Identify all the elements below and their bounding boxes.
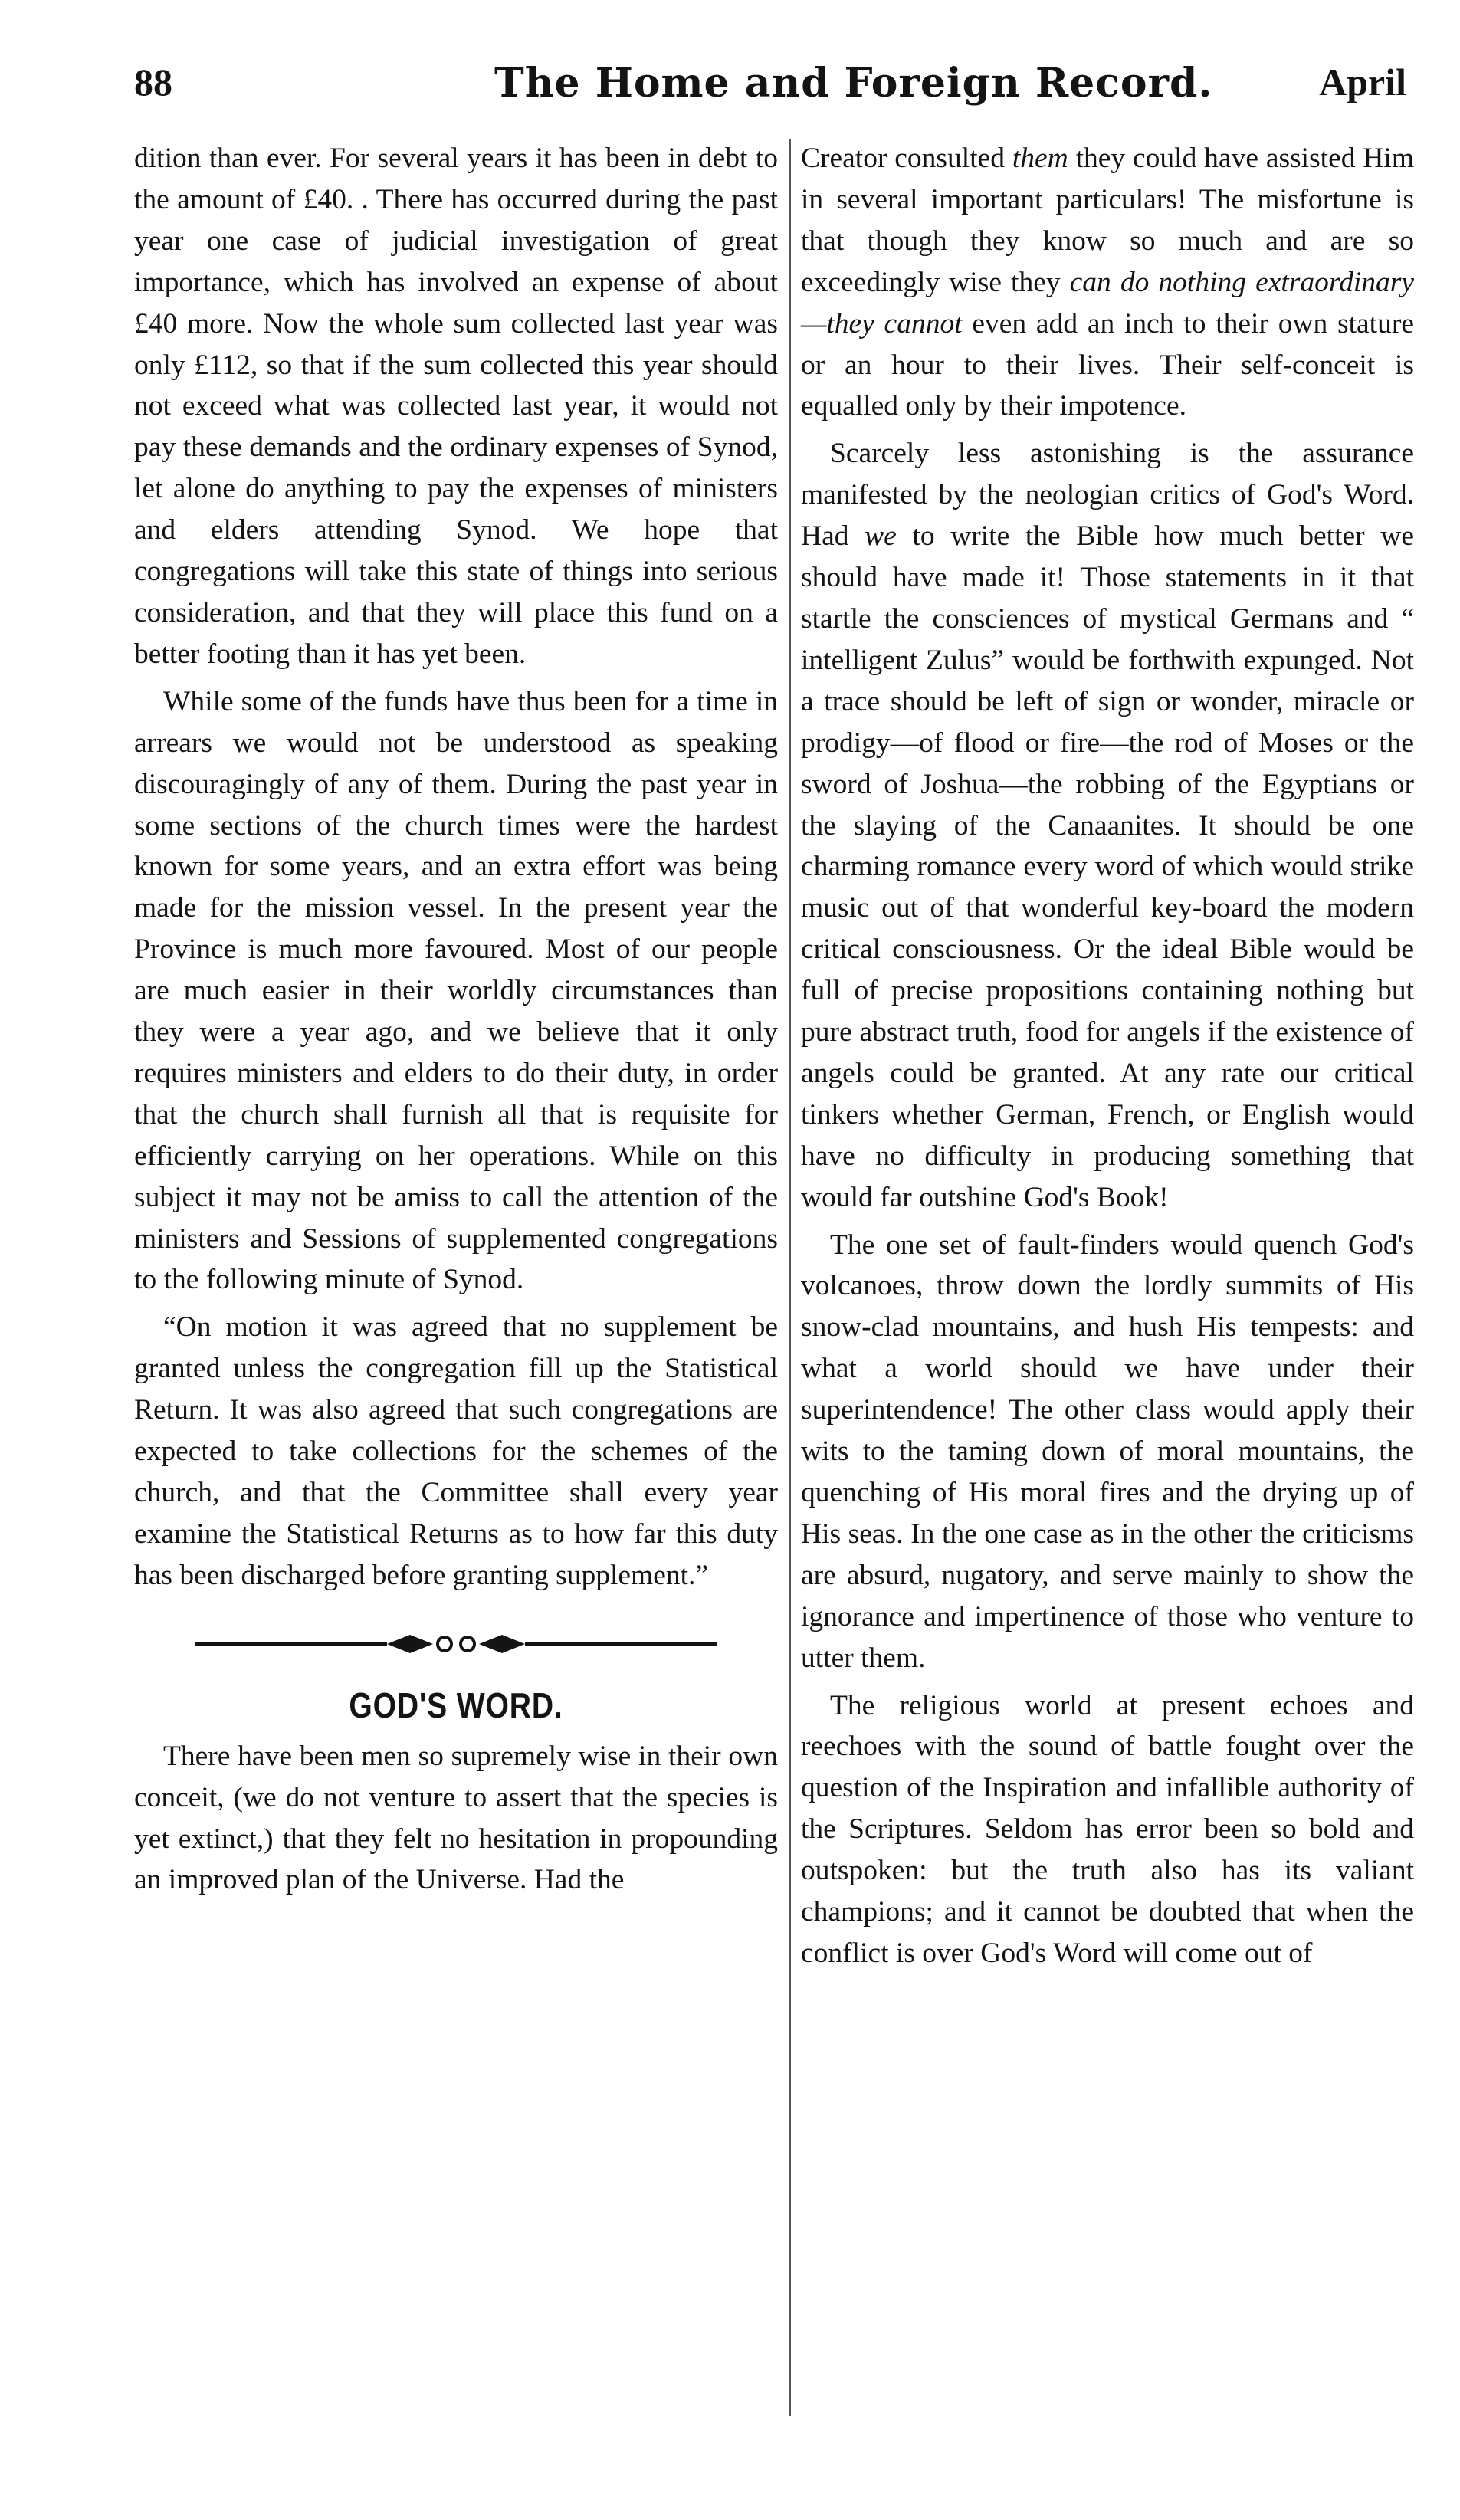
right-paragraph-2 — [801, 433, 1414, 1218]
section-title: GOD'S WORD. — [349, 1685, 563, 1725]
page-header — [134, 60, 1406, 113]
emphasis: them — [1012, 143, 1068, 174]
left-paragraph-1: dition than ever. For several years it has been in debt to the amount of £40. . There has occurred during the past year one case of judicial investigation of great importance, which has involved an expense of about £40 more. Now the whole sum collected last year was only £112, so that if the sum collected this year should not exceed what was collected last year, it would not pay these demands and the ordinary expenses of Synod, let alone do anything to pay the expenses of ministers and elders attending Synod. We hope that congregations will take this state of things into serious consideration, and that they will place this fund on a better footing than it has yet been. — [134, 143, 778, 670]
text-run: to write the Bible how much better we should have made it! Those statements in it that startle the consciences of mystical Germans and “ intelligent Zulus” would be forthwith expunged. Not a trace should be left of sign or wonder, miracle or prodigy—of flood or fire—the rod of Moses or the sword of Joshua—the robbing of the Egyptians or the slaying of the Canaanites. It should be one charming romance every word of which would strike music out of that wonderful key-board the modern critical consciousness. Or the ideal Bible would be full of precise propositions containing nothing but pure abstract truth, food for angels if the existence of angels could be granted. At any rate our critical tinkers whether German, French, or English would have no difficulty in producing something that would far outshine God's Book! — [801, 520, 1414, 1213]
running-title: The Home and Foreign Record. — [494, 60, 1213, 107]
left-column — [134, 138, 778, 1901]
left-paragraph-2: While some of the funds have thus been for a time in arrears we would not be understood as speaking discouragingly of any of them. During the past year in some sections of the church times were the hardest known for some years, and an extra effort was being made for the mission vessel. In the present year the Province is much more favoured. Most of our people are much easier in their worldly circumstances than they were a year ago, and we believe that it only requires ministers and elders to do their duty, in order that the church shall furnish all that is requisite for efficiently carrying on her operations. While on this subject it may not be amiss to call the attention of the ministers and Sessions of supplemented congregations to the following minute of Synod. — [134, 685, 778, 1296]
text-run: they could have assisted Him in several important particulars! The misfortune is that though they know so much and are so exceedingly wise they — [801, 143, 1414, 298]
emphasis: can do nothing extraordinary—they cannot — [801, 266, 1414, 340]
text-run: even add an inch to their own stature or an hour to their lives. Their self-conceit is equalled only by their impotence. — [801, 307, 1414, 422]
ornamental-divider — [188, 1629, 724, 1659]
right-paragraph-4: The religious world at present echoes and reechoes with the sound of battle fought over the question of the Inspiration and infallible authority of the Scriptures. Seldom has error been so bold and outspoken: but the truth also has its valiant champions; and it cannot be doubted that when the conflict is over God's Word will come out of — [801, 1689, 1414, 1969]
right-paragraph-1 — [801, 138, 1414, 427]
text-run: Scarcely less astonishing is the assurance manifested by the neologian critics of God's Word. Had — [801, 438, 1414, 553]
left-paragraph-4: There have been men so supremely wise in their own conceit, (we do not venture to assert that the species is yet extinct,) that they felt no hesitation in propounding an improved plan of the Universe. Had the — [134, 1740, 778, 1896]
text-run: Creator consulted — [801, 143, 1012, 174]
right-column — [801, 138, 1414, 1974]
emphasis: we — [865, 520, 897, 553]
issue-month: April — [1319, 61, 1406, 103]
column-divider — [789, 139, 791, 2416]
right-paragraph-3: The one set of fault-finders would quench God's volcanoes, throw down the lordly summits of His snow-clad mountains, and hush His tempests: and what a world should we have under their superintendence! The other class would apply their wits to the taming down of moral mountains, the quenching of His moral fires and the drying up of His seas. In the one case as in the other the criticisms are absurd, nugatory, and serve mainly to show the ignorance and impertinence of those who venture to utter them. — [801, 1229, 1414, 1674]
synod-minute-quote: “On motion it was agreed that no supplement be granted unless the congregation fill up the Statistical Return. It was also agreed that such congregations are expected to take collections for the schemes of the church, and that the Committee shall every year examine the Statistical Returns as to how far this duty has been discharged before granting supplement.” — [134, 1311, 778, 1591]
page-number: 88 — [134, 61, 172, 103]
